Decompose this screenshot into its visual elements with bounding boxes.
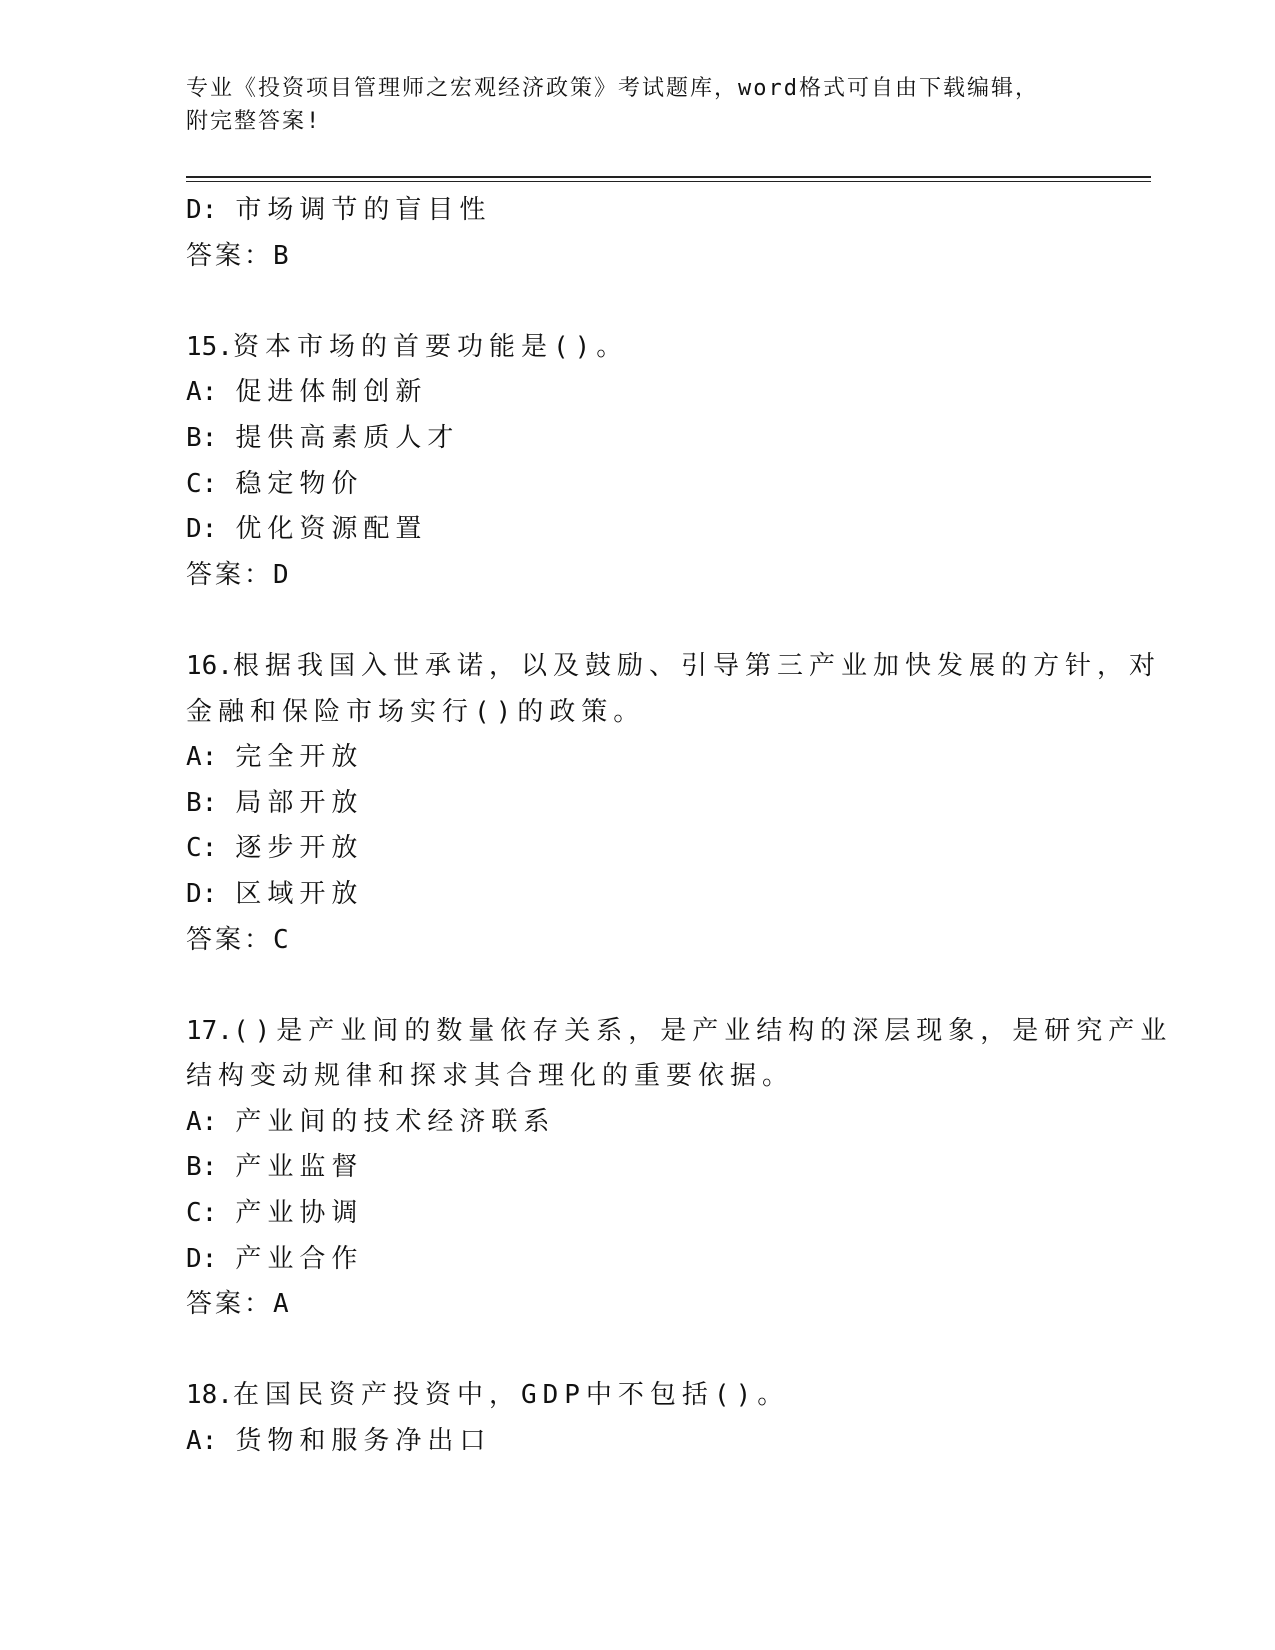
question-stem bbox=[186, 644, 1161, 690]
header-divider-thin bbox=[186, 181, 1151, 182]
spacer bbox=[186, 1328, 1116, 1374]
option-text: 货物和服务净出口 bbox=[235, 1426, 492, 1457]
option-text: 优化资源配置 bbox=[235, 514, 428, 545]
question-text: 根据我国入世承诺，以及鼓励、引导第三产业加快发展的方针，对 bbox=[232, 650, 1161, 681]
option-d bbox=[186, 188, 1116, 234]
option-a bbox=[186, 1419, 1116, 1465]
option-c bbox=[186, 1191, 1116, 1237]
option-letter: D: bbox=[186, 1243, 218, 1274]
option-a bbox=[186, 1100, 1116, 1146]
question-text: ()是产业间的数量依存关系，是产业结构的深层现象，是研究产业 bbox=[232, 1015, 1173, 1046]
question-number: 18. bbox=[186, 1380, 233, 1411]
option-text: 产业间的技术经济联系 bbox=[235, 1106, 556, 1137]
question-number: 16. bbox=[186, 650, 233, 681]
header-line-2: 附完整答案! bbox=[186, 109, 322, 134]
option-letter: D: bbox=[186, 195, 218, 225]
spacer bbox=[186, 279, 1116, 325]
option-text: 完全开放 bbox=[235, 742, 364, 773]
spacer bbox=[186, 963, 1116, 1009]
option-a bbox=[186, 370, 1116, 416]
question-stem bbox=[186, 1373, 1116, 1419]
answer-label: 答案： bbox=[186, 559, 274, 590]
header-divider-thick bbox=[186, 176, 1151, 178]
answer-line bbox=[186, 553, 1116, 599]
option-text: 稳定物价 bbox=[235, 468, 364, 499]
option-letter: A: bbox=[186, 1106, 218, 1137]
option-letter: A: bbox=[186, 742, 218, 773]
option-letter: A: bbox=[186, 1426, 218, 1457]
option-letter: D: bbox=[186, 878, 218, 909]
option-b bbox=[186, 781, 1116, 827]
answer-value: B bbox=[273, 240, 292, 271]
option-text: 区域开放 bbox=[235, 878, 364, 909]
option-text: 促进体制创新 bbox=[235, 377, 428, 408]
answer-line bbox=[186, 1282, 1116, 1328]
option-c bbox=[186, 462, 1116, 508]
answer-value: A bbox=[273, 1289, 292, 1320]
option-c bbox=[186, 826, 1116, 872]
answer-label: 答案： bbox=[186, 240, 274, 271]
header-line-1: 专业《投资项目管理师之宏观经济政策》考试题库，word格式可自由下载编辑， bbox=[186, 76, 1039, 101]
option-d bbox=[186, 1237, 1116, 1283]
question-list bbox=[186, 188, 1173, 1465]
document-header bbox=[186, 72, 1066, 138]
answer-line bbox=[186, 918, 1116, 964]
option-text: 逐步开放 bbox=[235, 833, 364, 864]
answer-label: 答案： bbox=[186, 924, 274, 955]
option-a bbox=[186, 735, 1116, 781]
answer-label: 答案： bbox=[186, 1289, 274, 1320]
option-letter: C: bbox=[186, 833, 218, 864]
answer-value: D bbox=[273, 559, 292, 590]
question-stem bbox=[186, 325, 1116, 371]
option-text: 市场调节的盲目性 bbox=[235, 195, 492, 225]
question-text: 在国民资产投资中，GDP中不包括()。 bbox=[232, 1380, 790, 1411]
option-letter: C: bbox=[186, 1198, 218, 1229]
question-number: 17. bbox=[186, 1015, 233, 1046]
question-number: 15. bbox=[186, 331, 233, 362]
option-letter: D: bbox=[186, 514, 218, 545]
option-text: 产业监督 bbox=[235, 1152, 364, 1183]
answer-value: C bbox=[273, 924, 292, 955]
option-d bbox=[186, 872, 1116, 918]
option-b bbox=[186, 1145, 1116, 1191]
question-stem-continued: 结构变动规律和探求其合理化的重要依据。 bbox=[186, 1061, 795, 1092]
option-letter: C: bbox=[186, 468, 218, 499]
option-d bbox=[186, 507, 1116, 553]
option-letter: A: bbox=[186, 377, 218, 408]
question-text: 资本市场的首要功能是()。 bbox=[232, 331, 629, 362]
option-letter: B: bbox=[186, 1152, 218, 1183]
option-text: 产业合作 bbox=[235, 1243, 364, 1274]
option-text: 提供高素质人才 bbox=[235, 422, 460, 453]
answer-line bbox=[186, 234, 1116, 280]
option-text: 产业协调 bbox=[235, 1198, 364, 1229]
option-text: 局部开放 bbox=[235, 787, 364, 818]
question-stem bbox=[186, 1009, 1173, 1055]
question-stem-continued: 金融和保险市场实行()的政策。 bbox=[186, 696, 646, 727]
spacer bbox=[186, 598, 1116, 644]
option-letter: B: bbox=[186, 422, 218, 453]
option-letter: B: bbox=[186, 787, 218, 818]
option-b bbox=[186, 416, 1116, 462]
